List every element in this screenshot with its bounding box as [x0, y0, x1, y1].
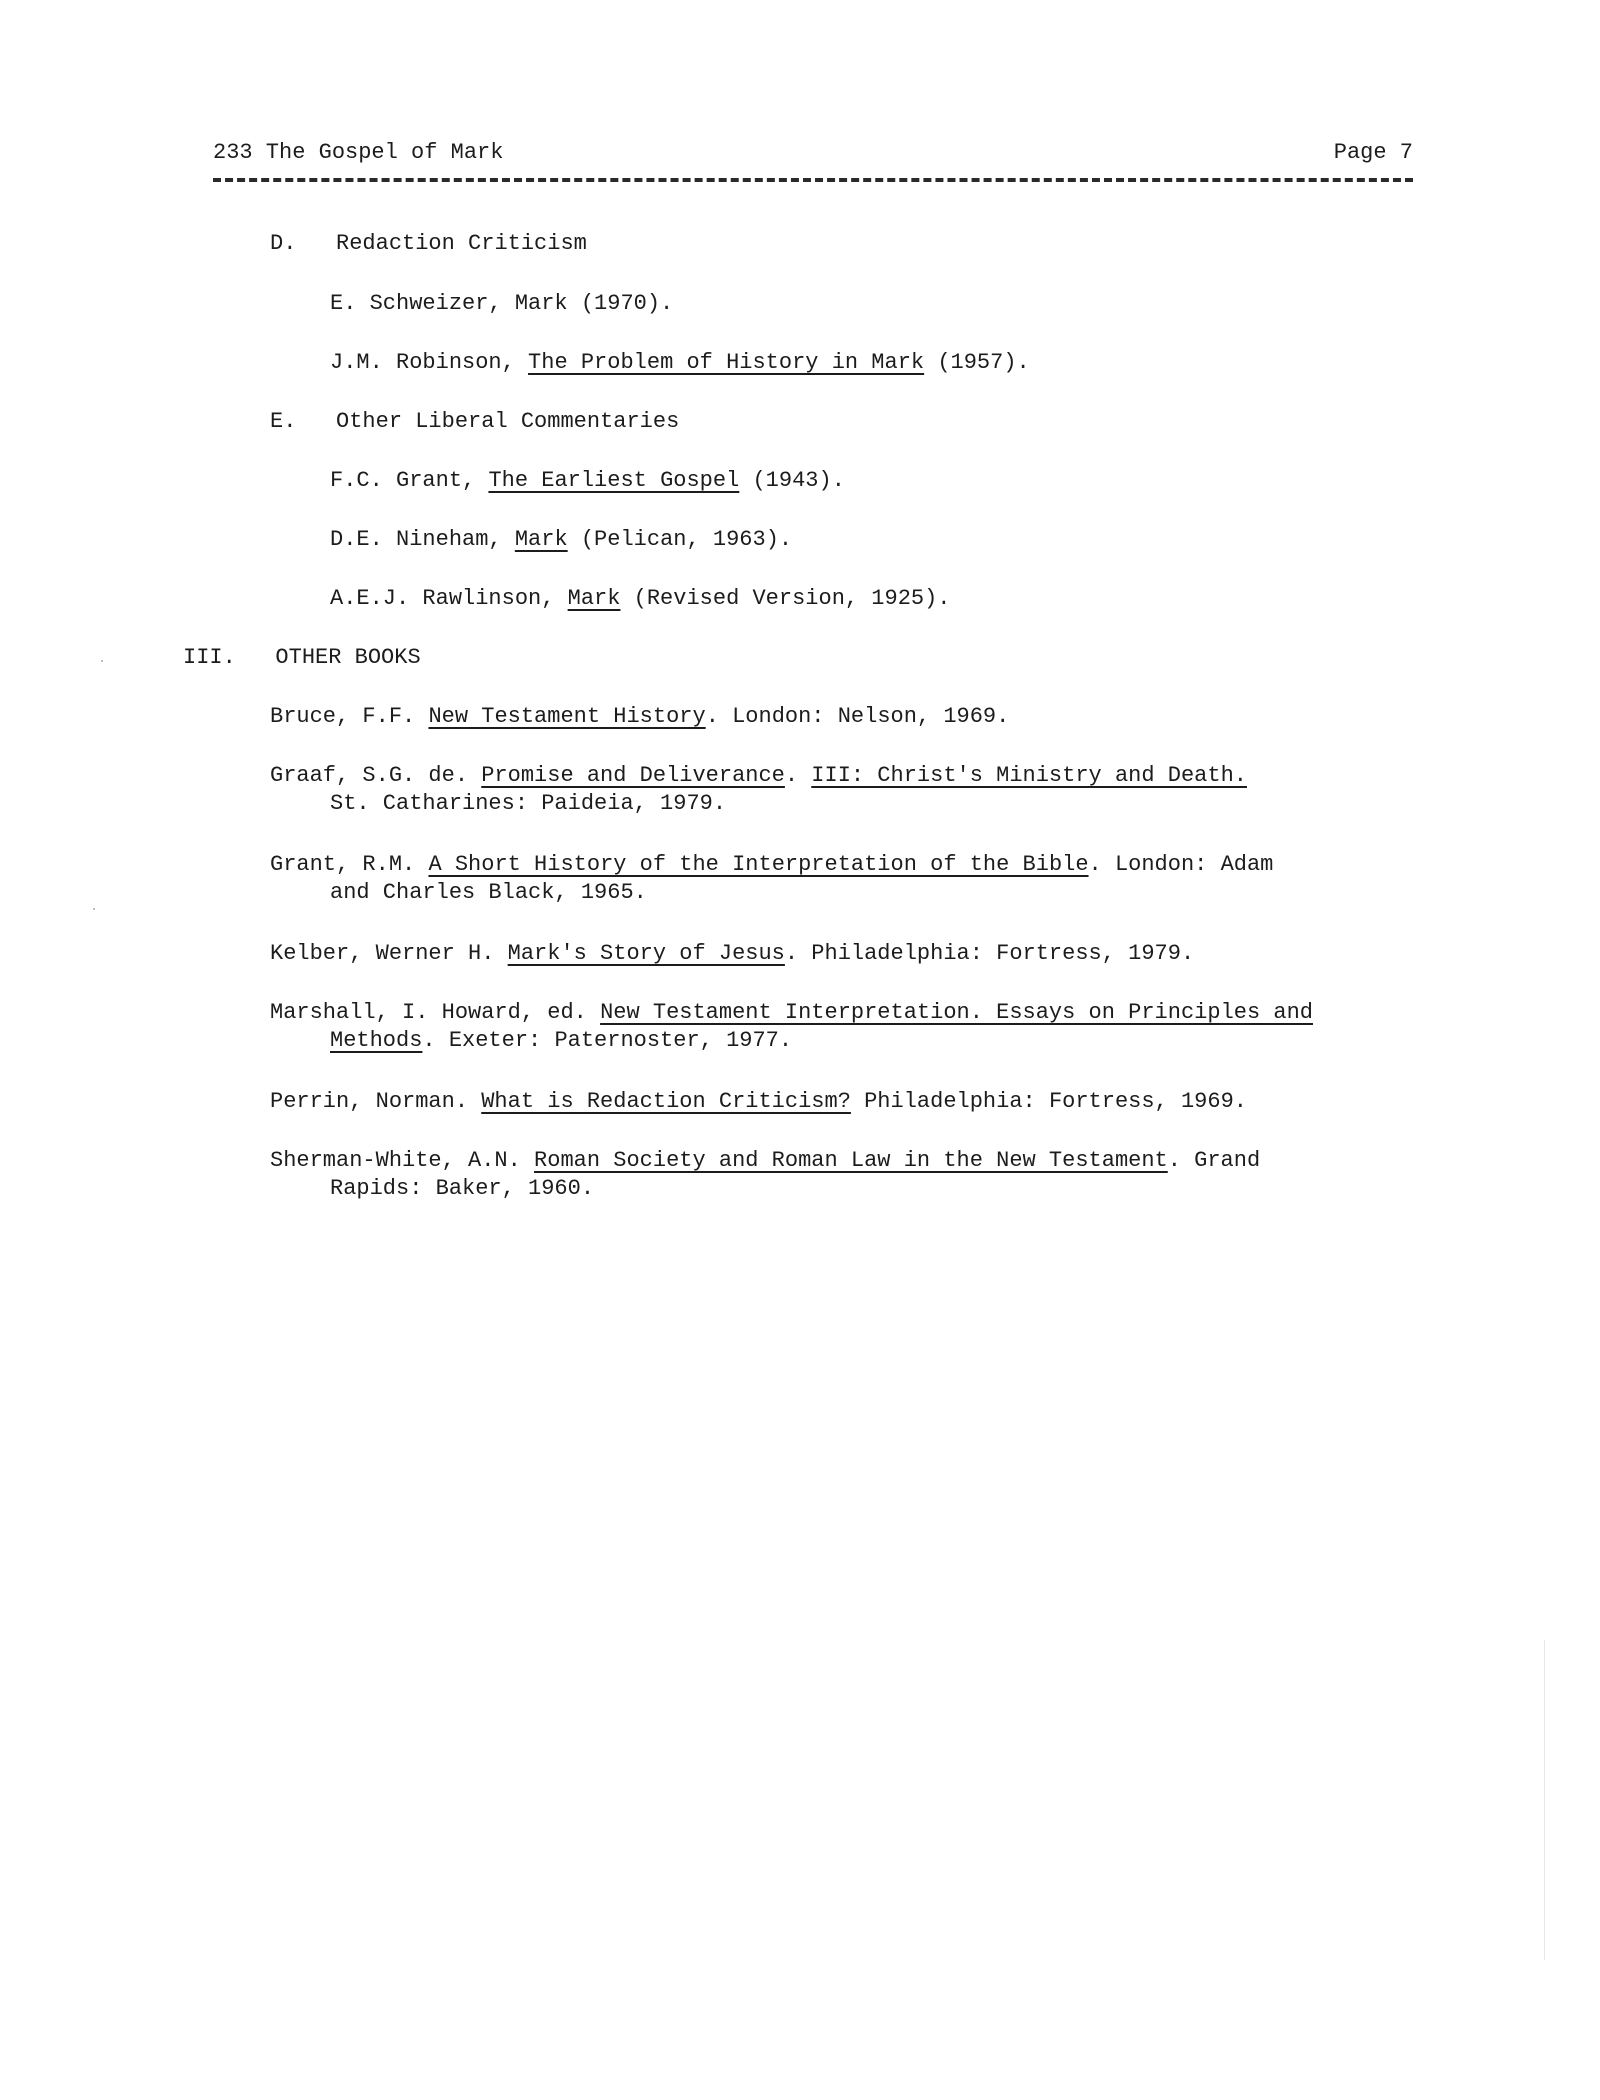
section-iii-marker: III.: [183, 645, 236, 670]
bib-text: . Philadelphia: Fortress, 1979.: [784, 941, 1195, 966]
bib-subtitle: III: Christ's Ministry and Death.: [811, 763, 1247, 788]
bib-text: . Grand: [1167, 1148, 1261, 1173]
bib-text: (1943).: [739, 468, 845, 493]
bib-text: (Pelican, 1963).: [567, 527, 793, 552]
bib-title: A Short History of the Interpretation of the Bible: [428, 852, 1089, 877]
bib-title: Roman Society and Roman Law in the New Testament: [534, 1148, 1168, 1173]
header-rule: [213, 178, 1413, 182]
bib-title: Mark: [567, 586, 621, 611]
bib-title: What is Redaction Criticism?: [481, 1089, 851, 1114]
bib-continuation: St. Catharines: Paideia, 1979.: [330, 791, 727, 816]
page-header: [213, 140, 1413, 174]
bib-text: Philadelphia: Fortress, 1969.: [850, 1089, 1247, 1114]
scan-speck: [101, 660, 103, 662]
section-e-heading: [270, 408, 679, 436]
bib-entry: [270, 703, 1009, 731]
bib-entry: [330, 467, 845, 495]
bib-text: (1957).: [924, 350, 1030, 375]
bib-title: Mark: [514, 527, 568, 552]
bib-title: Mark's Story of Jesus: [507, 941, 785, 966]
bib-author: A.E.J. Rawlinson,: [330, 586, 568, 611]
bib-author: D.E. Nineham,: [330, 527, 515, 552]
bib-entry: [270, 851, 1273, 907]
bib-entry: [270, 762, 1247, 818]
section-d-title: Redaction Criticism: [336, 231, 587, 256]
bib-title: Promise and Deliverance: [481, 763, 785, 788]
section-e-marker: E.: [270, 409, 297, 434]
bib-author: J.M. Robinson,: [330, 350, 529, 375]
bib-author: Bruce, F.F.: [270, 704, 429, 729]
scan-speck: [93, 908, 95, 910]
bib-text: (Revised Version, 1925).: [620, 586, 951, 611]
bib-continuation: Rapids: Baker, 1960.: [330, 1176, 595, 1201]
bib-author: Graaf, S.G. de.: [270, 763, 482, 788]
bib-entry: [270, 1147, 1260, 1203]
section-d-heading: [270, 230, 587, 258]
bib-title: New Testament History: [428, 704, 706, 729]
bib-title: The Earliest Gospel: [488, 468, 740, 493]
bib-entry: [330, 585, 951, 613]
bib-entry: [330, 349, 1030, 377]
bib-entry: [270, 999, 1313, 1055]
bib-entry: [270, 1088, 1247, 1116]
bib-entry: [330, 526, 792, 554]
bib-title: The Problem of History in Mark: [528, 350, 925, 375]
bib-author: Marshall, I. Howard, ed.: [270, 1000, 601, 1025]
bib-title: New Testament Interpretation. Essays on Principles and: [600, 1000, 1313, 1025]
scan-edge-line: [1544, 1640, 1545, 1960]
bib-continuation: and Charles Black, 1965.: [330, 880, 647, 905]
bib-text: .: [784, 763, 812, 788]
page-number: Page 7: [1333, 140, 1413, 165]
bib-text: E. Schweizer, Mark (1970).: [330, 291, 674, 316]
bib-continuation: . Exeter: Paternoster, 1977.: [422, 1028, 793, 1053]
bib-author: Grant, R.M.: [270, 852, 429, 877]
course-title: 233 The Gospel of Mark: [213, 140, 504, 165]
bib-author: Perrin, Norman.: [270, 1089, 482, 1114]
section-e-title: Other Liberal Commentaries: [336, 409, 680, 434]
bib-text: . London: Nelson, 1969.: [705, 704, 1010, 729]
bib-author: Sherman-White, A.N.: [270, 1148, 535, 1173]
section-iii-heading: [183, 644, 421, 672]
section-iii-title: OTHER BOOKS: [275, 645, 421, 670]
bib-author: F.C. Grant,: [330, 468, 489, 493]
bib-author: Kelber, Werner H.: [270, 941, 508, 966]
section-d-marker: D.: [270, 231, 297, 256]
bib-title-continuation: Methods: [330, 1028, 423, 1053]
bib-text: . London: Adam: [1088, 852, 1274, 877]
bib-entry: [330, 290, 673, 318]
bib-entry: [270, 940, 1194, 968]
